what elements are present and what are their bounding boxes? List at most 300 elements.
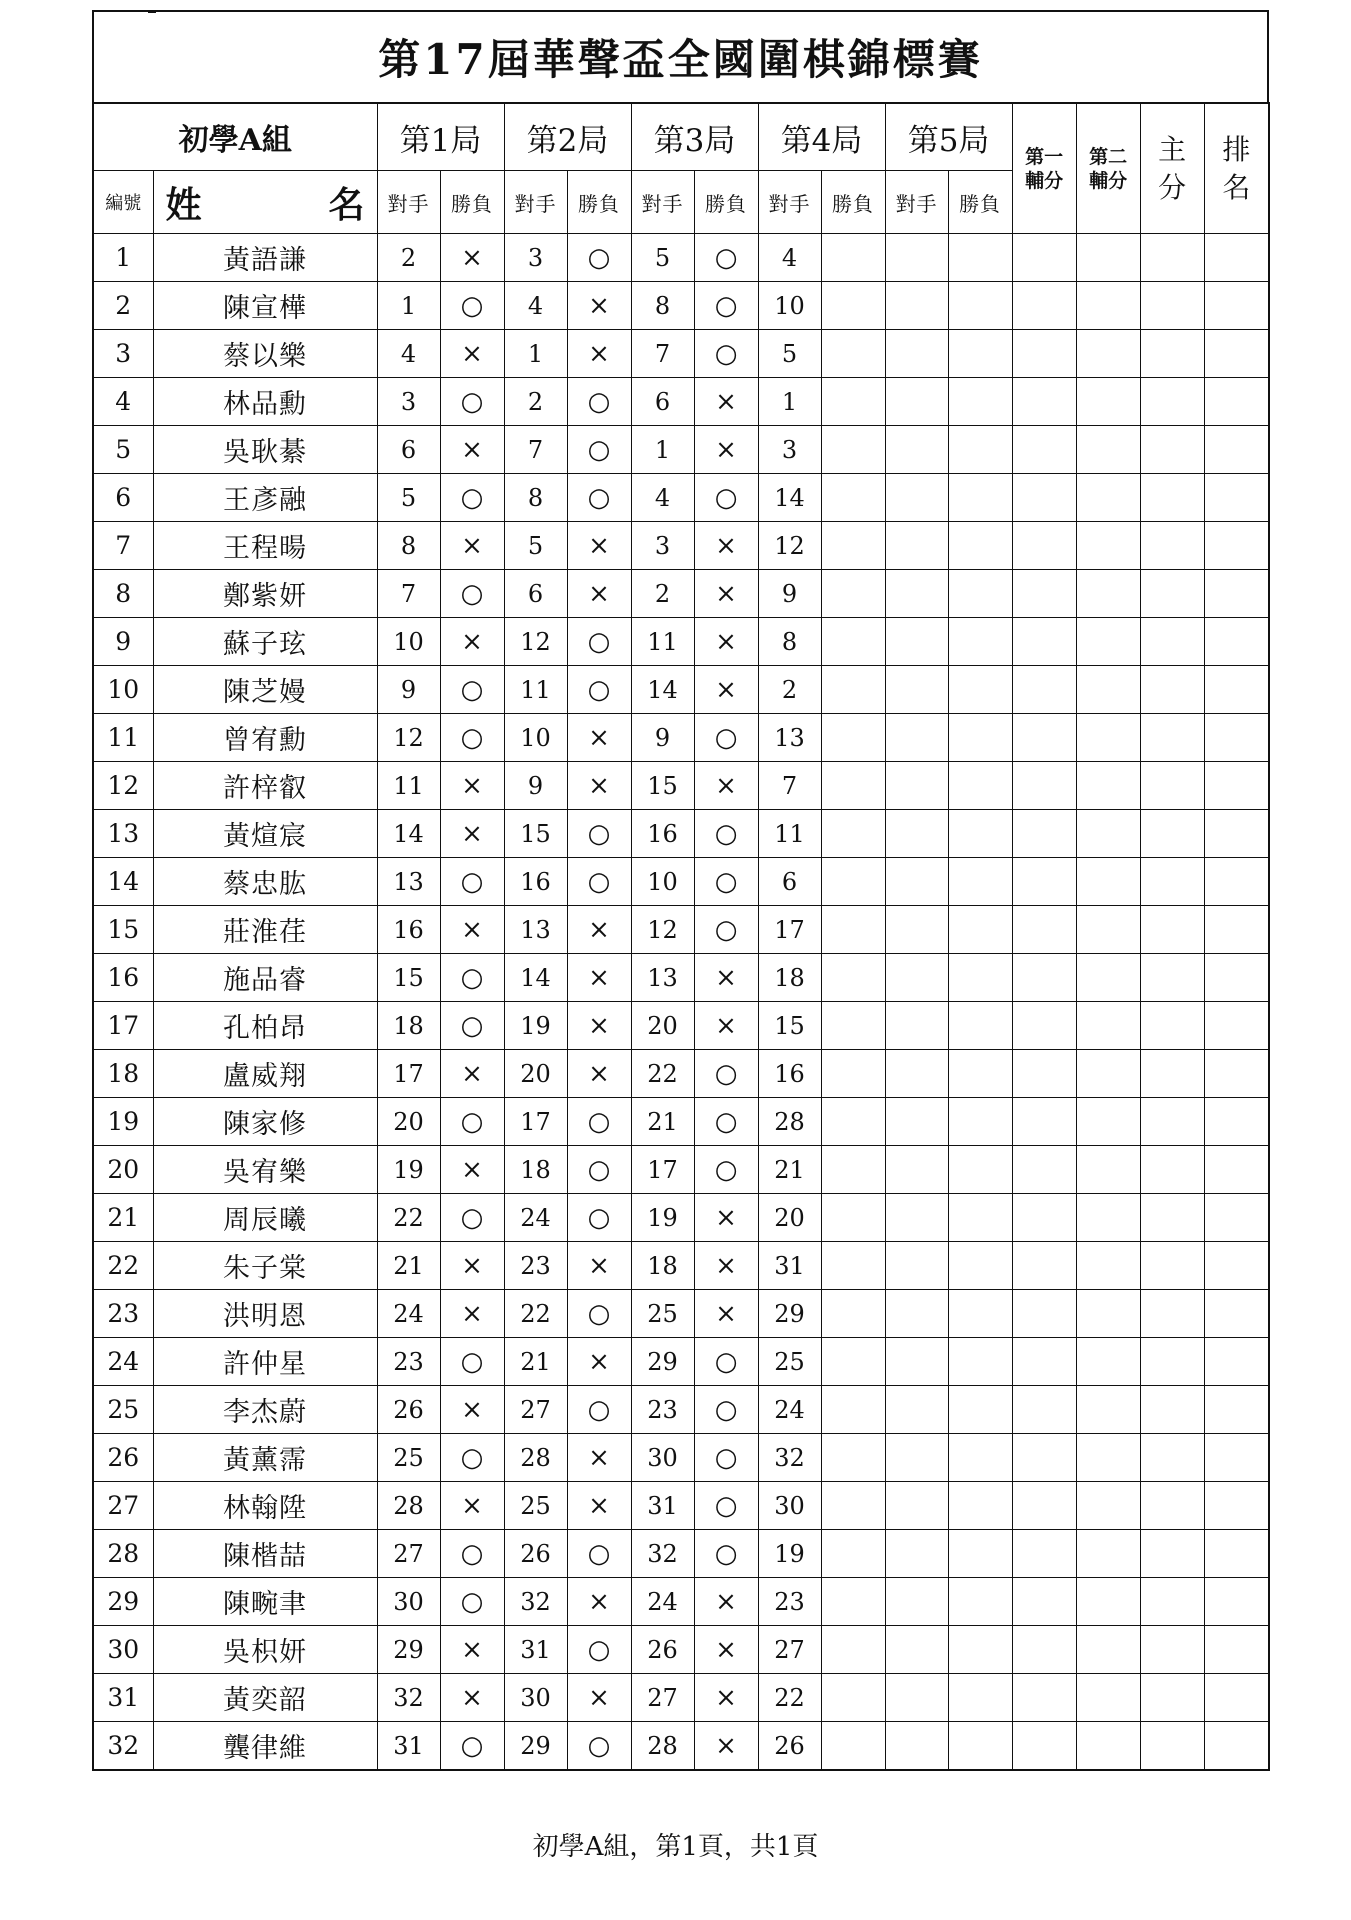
table-row [93, 1722, 1269, 1771]
result-cell: × [567, 570, 631, 618]
opponent-cell [885, 618, 948, 666]
opponent-cell: 21 [758, 1146, 821, 1194]
opponent-cell: 17 [377, 1050, 440, 1098]
main-score-line2: 分 [1158, 170, 1187, 204]
opponent-cell [885, 1530, 948, 1578]
opponent-cell [885, 426, 948, 474]
result-cell [821, 1578, 885, 1626]
opponent-cell [885, 1674, 948, 1722]
opponent-cell: 22 [504, 1290, 567, 1338]
aux-score-2-cell [1076, 1386, 1140, 1434]
opponent-cell: 32 [758, 1434, 821, 1482]
table-row [93, 618, 1269, 666]
aux-score-1-cell [1012, 1482, 1076, 1530]
player-number: 4 [93, 378, 153, 426]
result-cell: × [694, 522, 758, 570]
result-cell: ○ [567, 426, 631, 474]
round-3-header: 第3局 [631, 103, 758, 171]
table-row [93, 474, 1269, 522]
aux-score-2-cell [1076, 234, 1140, 282]
opponent-cell: 12 [631, 906, 694, 954]
aux-score-1-cell [1012, 378, 1076, 426]
opponent-cell: 31 [631, 1482, 694, 1530]
result-cell: ○ [567, 1386, 631, 1434]
result-cell [821, 330, 885, 378]
result-cell [948, 1674, 1012, 1722]
result-cell: × [440, 1674, 504, 1722]
opponent-cell: 16 [377, 906, 440, 954]
aux-score-1-cell [1012, 1146, 1076, 1194]
opponent-cell: 16 [758, 1050, 821, 1098]
player-number: 20 [93, 1146, 153, 1194]
aux-score-1-header [1012, 103, 1076, 234]
result-cell [821, 1338, 885, 1386]
rank-cell [1204, 906, 1269, 954]
result-cell: ○ [567, 378, 631, 426]
result-cell: ○ [567, 1530, 631, 1578]
result-cell: ○ [440, 474, 504, 522]
opponent-cell: 23 [377, 1338, 440, 1386]
result-cell [948, 906, 1012, 954]
result-cell: ○ [694, 1482, 758, 1530]
result-cell: ○ [567, 1722, 631, 1771]
result-cell: × [440, 1242, 504, 1290]
table-row [93, 714, 1269, 762]
table-row [93, 426, 1269, 474]
rank-cell [1204, 1722, 1269, 1771]
result-cell: ○ [440, 1722, 504, 1771]
result-cell [948, 1050, 1012, 1098]
aux-score-2-line2: 輔分 [1089, 169, 1128, 192]
player-number: 7 [93, 522, 153, 570]
rank-cell [1204, 810, 1269, 858]
result-cell [821, 810, 885, 858]
result-cell: × [567, 1434, 631, 1482]
opponent-cell [885, 1626, 948, 1674]
result-cell [948, 1722, 1012, 1771]
player-name: 黃奕韶 [153, 1674, 377, 1722]
result-cell: × [694, 1242, 758, 1290]
opponent-cell: 13 [504, 906, 567, 954]
opponent-cell: 14 [504, 954, 567, 1002]
result-cell [948, 618, 1012, 666]
aux-score-2-cell [1076, 954, 1140, 1002]
player-name: 鄭紫妍 [153, 570, 377, 618]
opponent-cell: 1 [758, 378, 821, 426]
result-cell: ○ [694, 858, 758, 906]
player-name: 吳耿綦 [153, 426, 377, 474]
aux-score-2-cell [1076, 378, 1140, 426]
opponent-cell: 29 [758, 1290, 821, 1338]
result-cell: ○ [440, 1338, 504, 1386]
player-number: 13 [93, 810, 153, 858]
id-header: 編號 [93, 171, 153, 234]
opponent-cell: 29 [504, 1722, 567, 1771]
opponent-cell: 11 [631, 618, 694, 666]
aux-score-2-cell [1076, 1002, 1140, 1050]
result-cell: × [440, 1146, 504, 1194]
result-cell: × [440, 234, 504, 282]
opponent-cell [885, 1338, 948, 1386]
aux-score-2-cell [1076, 1290, 1140, 1338]
main-score-cell [1140, 1386, 1204, 1434]
result-cell: ○ [694, 714, 758, 762]
aux-score-1-cell [1012, 618, 1076, 666]
main-score-cell [1140, 426, 1204, 474]
table-row [93, 1386, 1269, 1434]
opponent-cell: 21 [504, 1338, 567, 1386]
opponent-cell: 20 [504, 1050, 567, 1098]
result-cell: ○ [694, 234, 758, 282]
opponent-cell: 5 [377, 474, 440, 522]
round-1-header: 第1局 [377, 103, 504, 171]
result-cell: ○ [694, 282, 758, 330]
aux-score-2-cell [1076, 1722, 1140, 1771]
result-cell [821, 1722, 885, 1771]
player-number: 30 [93, 1626, 153, 1674]
result-cell: × [567, 1674, 631, 1722]
main-score-cell [1140, 1242, 1204, 1290]
opponent-cell: 10 [758, 282, 821, 330]
aux-score-2-cell [1076, 1146, 1140, 1194]
opponent-cell: 5 [758, 330, 821, 378]
result-cell: ○ [440, 1434, 504, 1482]
player-name: 蔡忠肱 [153, 858, 377, 906]
opponent-cell [885, 762, 948, 810]
result-cell: ○ [440, 1194, 504, 1242]
opponent-cell: 14 [631, 666, 694, 714]
opponent-cell: 27 [377, 1530, 440, 1578]
player-name: 陳楷喆 [153, 1530, 377, 1578]
opponent-cell [885, 1434, 948, 1482]
rank-cell [1204, 522, 1269, 570]
player-name: 洪明恩 [153, 1290, 377, 1338]
opponent-cell: 10 [504, 714, 567, 762]
table-row [93, 810, 1269, 858]
main-score-cell [1140, 234, 1204, 282]
opponent-cell: 1 [377, 282, 440, 330]
result-cell: ○ [694, 330, 758, 378]
opponent-cell [885, 474, 948, 522]
main-score-cell [1140, 1050, 1204, 1098]
rank-header [1204, 103, 1269, 234]
opponent-cell: 7 [631, 330, 694, 378]
result-cell: × [694, 1290, 758, 1338]
opponent-cell: 13 [631, 954, 694, 1002]
opponent-cell: 28 [377, 1482, 440, 1530]
aux-score-2-cell [1076, 762, 1140, 810]
aux-score-1-cell [1012, 954, 1076, 1002]
opponent-cell: 7 [504, 426, 567, 474]
opponent-cell: 8 [377, 522, 440, 570]
opponent-cell: 23 [504, 1242, 567, 1290]
opponent-cell: 15 [631, 762, 694, 810]
result-cell: × [567, 1002, 631, 1050]
opponent-cell: 19 [631, 1194, 694, 1242]
result-cell: × [440, 1386, 504, 1434]
opponent-cell [885, 1050, 948, 1098]
table-row [93, 762, 1269, 810]
result-cell: × [440, 1482, 504, 1530]
opponent-cell [885, 378, 948, 426]
result-cell: ○ [694, 906, 758, 954]
result-cell: ○ [440, 954, 504, 1002]
player-number: 3 [93, 330, 153, 378]
result-cell [948, 1242, 1012, 1290]
result-cell [821, 1674, 885, 1722]
opponent-cell: 4 [504, 282, 567, 330]
main-score-cell [1140, 282, 1204, 330]
result-cell [821, 1242, 885, 1290]
result-cell: ○ [694, 1146, 758, 1194]
aux-score-2-cell [1076, 1482, 1140, 1530]
opponent-header: 對手 [377, 171, 440, 234]
result-cell: × [694, 1722, 758, 1771]
opponent-cell [885, 1242, 948, 1290]
main-score-cell [1140, 1002, 1204, 1050]
opponent-cell: 24 [631, 1578, 694, 1626]
opponent-cell: 6 [504, 570, 567, 618]
opponent-cell: 28 [758, 1098, 821, 1146]
player-number: 28 [93, 1530, 153, 1578]
opponent-cell [885, 282, 948, 330]
result-cell: × [440, 762, 504, 810]
opponent-cell: 21 [631, 1098, 694, 1146]
opponent-cell: 16 [631, 810, 694, 858]
result-cell [948, 1626, 1012, 1674]
result-cell [821, 1290, 885, 1338]
table-row [93, 234, 1269, 282]
opponent-cell: 3 [758, 426, 821, 474]
table-row [93, 1578, 1269, 1626]
result-cell: × [694, 762, 758, 810]
main-score-line1: 主 [1158, 132, 1187, 166]
rank-cell [1204, 426, 1269, 474]
opponent-cell [885, 1146, 948, 1194]
player-number: 16 [93, 954, 153, 1002]
player-number: 29 [93, 1578, 153, 1626]
aux-score-2-cell [1076, 714, 1140, 762]
opponent-cell: 4 [631, 474, 694, 522]
result-cell [948, 954, 1012, 1002]
aux-score-2-cell [1076, 426, 1140, 474]
aux-score-1-cell [1012, 1050, 1076, 1098]
opponent-cell: 17 [631, 1146, 694, 1194]
rank-cell [1204, 1578, 1269, 1626]
opponent-cell: 17 [504, 1098, 567, 1146]
player-number: 23 [93, 1290, 153, 1338]
result-cell [948, 762, 1012, 810]
rank-cell [1204, 234, 1269, 282]
opponent-cell: 2 [377, 234, 440, 282]
rank-cell [1204, 570, 1269, 618]
result-cell [821, 1434, 885, 1482]
opponent-cell: 11 [377, 762, 440, 810]
opponent-cell: 12 [504, 618, 567, 666]
aux-score-1-cell [1012, 1530, 1076, 1578]
player-name: 莊淮荏 [153, 906, 377, 954]
opponent-cell: 23 [758, 1578, 821, 1626]
rank-cell [1204, 1386, 1269, 1434]
player-name: 龔律維 [153, 1722, 377, 1771]
result-cell: × [694, 954, 758, 1002]
aux-score-2-cell [1076, 570, 1140, 618]
result-cell [948, 282, 1012, 330]
main-score-cell [1140, 906, 1204, 954]
result-cell [821, 1482, 885, 1530]
opponent-cell: 18 [504, 1146, 567, 1194]
aux-score-2-cell [1076, 618, 1140, 666]
result-cell: × [567, 522, 631, 570]
opponent-cell [885, 1578, 948, 1626]
aux-score-1-cell [1012, 234, 1076, 282]
result-cell: ○ [440, 1530, 504, 1578]
opponent-cell: 8 [504, 474, 567, 522]
result-cell [948, 1530, 1012, 1578]
opponent-cell: 8 [631, 282, 694, 330]
result-cell: ○ [567, 810, 631, 858]
player-name: 許梓叡 [153, 762, 377, 810]
result-cell: × [567, 1050, 631, 1098]
rank-cell [1204, 1290, 1269, 1338]
main-score-cell [1140, 1434, 1204, 1482]
aux-score-2-cell [1076, 858, 1140, 906]
rank-cell [1204, 666, 1269, 714]
main-score-cell [1140, 714, 1204, 762]
opponent-cell [885, 522, 948, 570]
opponent-cell: 12 [758, 522, 821, 570]
result-cell [821, 954, 885, 1002]
result-cell [948, 1434, 1012, 1482]
aux-score-1-cell [1012, 1242, 1076, 1290]
aux-score-2-cell [1076, 1674, 1140, 1722]
table-row [93, 1050, 1269, 1098]
result-cell: × [567, 1338, 631, 1386]
result-cell [948, 474, 1012, 522]
table-row [93, 906, 1269, 954]
opponent-cell: 28 [504, 1434, 567, 1482]
opponent-cell [885, 810, 948, 858]
opponent-cell: 30 [504, 1674, 567, 1722]
opponent-cell: 22 [758, 1674, 821, 1722]
opponent-cell: 30 [631, 1434, 694, 1482]
opponent-cell: 30 [758, 1482, 821, 1530]
opponent-cell [885, 570, 948, 618]
player-number: 2 [93, 282, 153, 330]
opponent-cell [885, 1002, 948, 1050]
opponent-cell: 9 [758, 570, 821, 618]
rank-line2: 名 [1222, 170, 1251, 204]
group-name: 初學A組 [93, 103, 377, 171]
result-cell [821, 234, 885, 282]
result-cell: × [567, 906, 631, 954]
table-row [93, 1098, 1269, 1146]
opponent-cell: 15 [504, 810, 567, 858]
aux-score-1-cell [1012, 1434, 1076, 1482]
player-name: 黃語謙 [153, 234, 377, 282]
name-header [153, 171, 377, 234]
result-cell: × [694, 378, 758, 426]
opponent-header: 對手 [631, 171, 694, 234]
player-name: 盧威翔 [153, 1050, 377, 1098]
opponent-cell: 18 [758, 954, 821, 1002]
main-score-cell [1140, 666, 1204, 714]
result-cell: ○ [694, 1050, 758, 1098]
main-score-cell [1140, 330, 1204, 378]
aux-score-2-cell [1076, 1194, 1140, 1242]
result-cell [821, 282, 885, 330]
result-cell: ○ [440, 378, 504, 426]
opponent-cell: 2 [758, 666, 821, 714]
player-name: 孔柏昂 [153, 1002, 377, 1050]
player-name: 王程暘 [153, 522, 377, 570]
opponent-cell: 8 [758, 618, 821, 666]
result-cell: ○ [694, 810, 758, 858]
aux-score-1-cell [1012, 810, 1076, 858]
result-cell: ○ [567, 858, 631, 906]
result-cell: ○ [694, 474, 758, 522]
main-score-cell [1140, 858, 1204, 906]
opponent-cell: 7 [377, 570, 440, 618]
opponent-cell: 6 [758, 858, 821, 906]
main-score-header [1140, 103, 1204, 234]
main-score-cell [1140, 474, 1204, 522]
result-cell: × [440, 1626, 504, 1674]
aux-score-1-cell [1012, 762, 1076, 810]
result-cell [948, 1338, 1012, 1386]
opponent-cell: 31 [377, 1722, 440, 1771]
opponent-cell: 27 [504, 1386, 567, 1434]
opponent-header: 對手 [885, 171, 948, 234]
rank-cell [1204, 1146, 1269, 1194]
opponent-cell: 9 [631, 714, 694, 762]
result-cell [948, 1290, 1012, 1338]
result-cell: ○ [694, 1338, 758, 1386]
opponent-cell [885, 1290, 948, 1338]
player-name: 陳芝嫚 [153, 666, 377, 714]
table-row [93, 954, 1269, 1002]
opponent-cell: 19 [504, 1002, 567, 1050]
opponent-cell: 23 [631, 1386, 694, 1434]
rank-cell [1204, 762, 1269, 810]
opponent-cell: 10 [631, 858, 694, 906]
player-number: 11 [93, 714, 153, 762]
opponent-cell: 14 [758, 474, 821, 522]
result-cell: × [694, 1194, 758, 1242]
result-cell: ○ [694, 1530, 758, 1578]
aux-score-1-cell [1012, 858, 1076, 906]
result-cell [821, 858, 885, 906]
result-cell: × [567, 714, 631, 762]
opponent-cell: 2 [631, 570, 694, 618]
opponent-cell: 12 [377, 714, 440, 762]
result-cell [821, 1386, 885, 1434]
main-score-cell [1140, 954, 1204, 1002]
opponent-cell: 9 [504, 762, 567, 810]
opponent-cell: 24 [504, 1194, 567, 1242]
opponent-cell: 22 [631, 1050, 694, 1098]
opponent-cell: 13 [758, 714, 821, 762]
result-cell: ○ [567, 666, 631, 714]
result-cell [948, 1146, 1012, 1194]
main-score-cell [1140, 762, 1204, 810]
result-cell: × [694, 618, 758, 666]
player-number: 10 [93, 666, 153, 714]
result-cell [821, 1050, 885, 1098]
round-2-header: 第2局 [504, 103, 631, 171]
rank-cell [1204, 1098, 1269, 1146]
player-number: 5 [93, 426, 153, 474]
